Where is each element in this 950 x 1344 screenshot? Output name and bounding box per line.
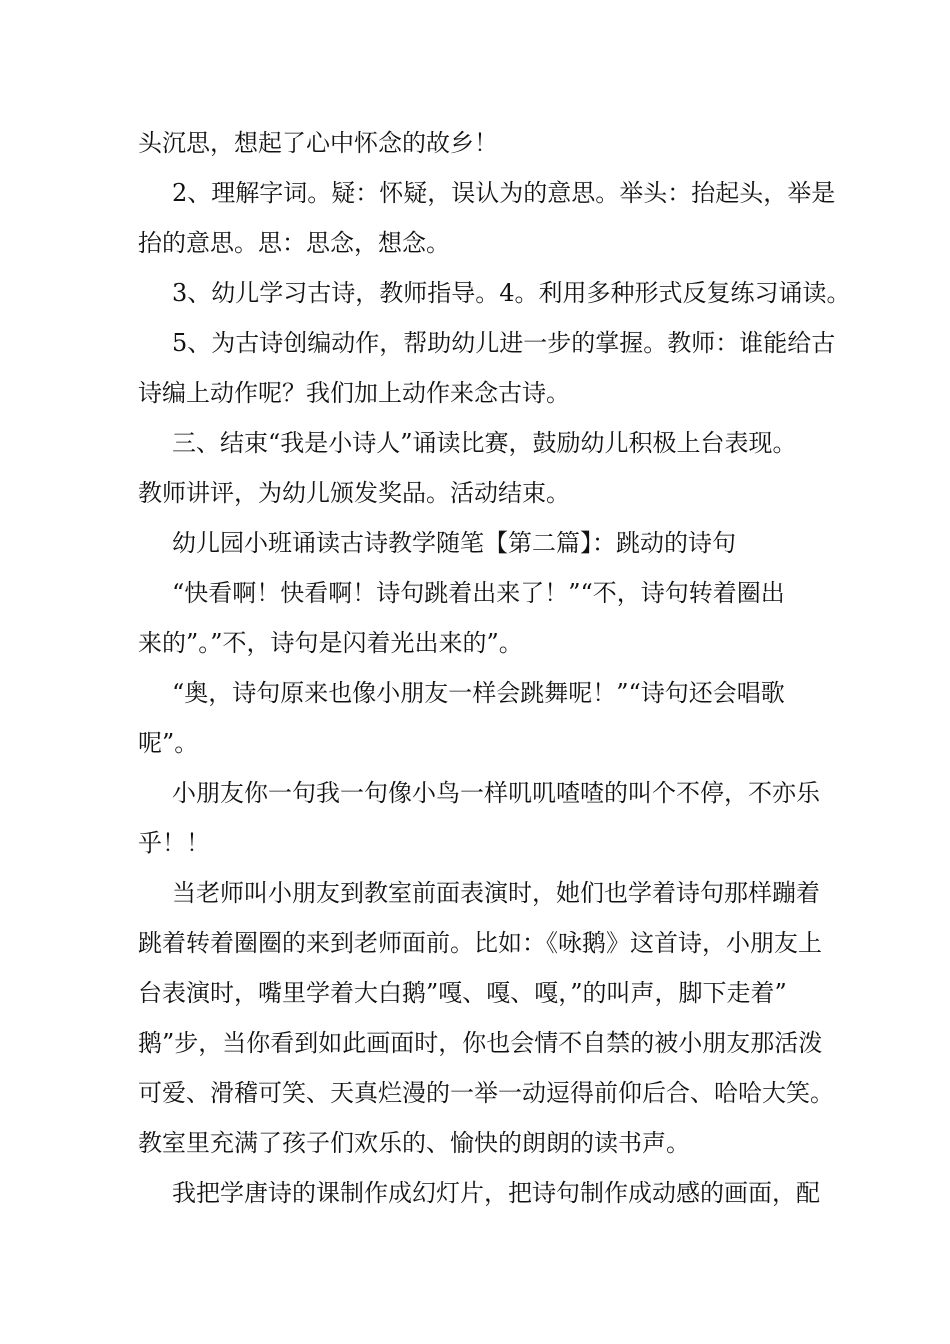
text-line: 鹅”步，当你看到如此画面时，你也会情不自禁的被小朋友那活泼 (138, 1029, 823, 1057)
text-line: 3、幼儿学习古诗，教师指导。4。利用多种形式反复练习诵读。 (172, 279, 851, 307)
text-line: 头沉思，想起了心中怀念的故乡！ (138, 129, 498, 157)
text-line: 呢”。 (138, 729, 199, 757)
text-line: 幼儿园小班诵读古诗教学随笔【第二篇】：跳动的诗句 (172, 529, 736, 557)
text-line: 台表演时，嘴里学着大白鹅”嘎、嘎、嘎，”的叫声，脚下走着” (138, 979, 787, 1007)
text-line: “奥，诗句原来也像小朋友一样会跳舞呢！”“诗句还会唱歌 (172, 679, 785, 707)
text-line: 来的”。”不，诗句是闪着光出来的”。 (138, 629, 523, 657)
text-line: “快看啊！快看啊！诗句跳着出来了！”“不，诗句转着圈出 (172, 579, 785, 607)
text-line: 我把学唐诗的课制作成幻灯片，把诗句制作成动感的画面，配 (172, 1179, 820, 1207)
text-line: 教室里充满了孩子们欢乐的、愉快的朗朗的读书声。 (138, 1129, 690, 1157)
text-line: 5、为古诗创编动作，帮助幼儿进一步的掌握。教师：谁能给古 (172, 329, 836, 357)
text-line: 三、结束“我是小诗人”诵读比赛，鼓励幼儿积极上台表现。 (172, 429, 797, 457)
text-line: 小朋友你一句我一句像小鸟一样叽叽喳喳的叫个不停，不亦乐 (172, 779, 820, 807)
text-line: 可爱、滑稽可笑、天真烂漫的一举一动逗得前仰后合、哈哈大笑。 (138, 1079, 834, 1107)
text-line: 抬的意思。思：思念，想念。 (138, 229, 450, 257)
text-line: 教师讲评，为幼儿颁发奖品。活动结束。 (138, 479, 570, 507)
text-line: 2、理解字词。疑：怀疑，误认为的意思。举头：抬起头，举是 (172, 179, 836, 207)
document-body (138, 118, 851, 1218)
text-line: 跳着转着圈圈的来到老师面前。比如：《咏鹅》这首诗，小朋友上 (138, 929, 822, 957)
text-line: 诗编上动作呢？我们加上动作来念古诗。 (138, 379, 570, 407)
text-line: 乎！！ (138, 829, 210, 857)
text-line: 当老师叫小朋友到教室前面表演时，她们也学着诗句那样蹦着 (172, 879, 820, 907)
